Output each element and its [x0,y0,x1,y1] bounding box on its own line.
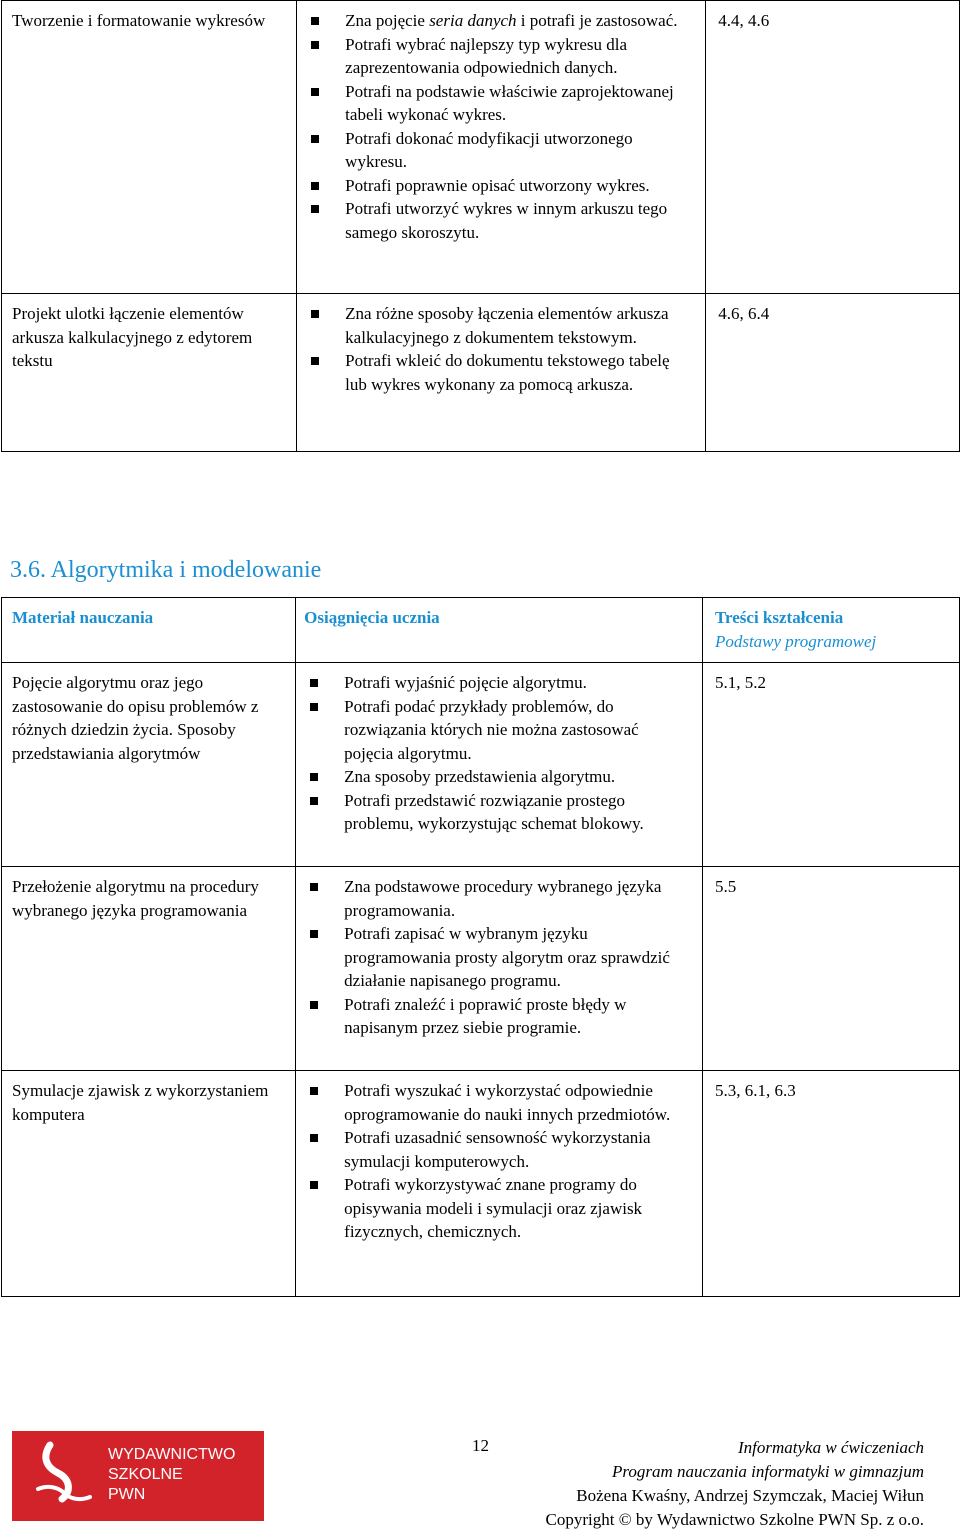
achievements-list [304,1079,692,1244]
bullet-square-icon [310,1001,318,1009]
table-row [2,1071,960,1297]
achievements-cell [296,867,703,1071]
list-item: Potrafi utworzyć wykres w innym arkuszu tego samego skoroszytu. [305,197,695,244]
bullet-square-icon [310,797,318,805]
material-cell: Tworzenie i formatowanie wykresów [2,1,297,294]
bullet-square-icon [310,773,318,781]
list-item: Potrafi dokonać modyfikacji utworzonego wykresu. [305,127,695,174]
bullet-square-icon [310,930,318,938]
publisher-logo-icon [28,1441,98,1511]
material-cell: Pojęcie algorytmu oraz jego zastosowanie do opisu problemów z różnych dziedzin życia. Sposoby przedstawiania algorytmów [2,663,296,867]
bullet-square-icon [310,703,318,711]
achievements-cell [296,1071,703,1297]
achievements-list [304,875,692,1040]
achievements-cell [296,663,703,867]
content-cell: 5.1, 5.2 [702,663,959,867]
logo-text: WYDAWNICTWO SZKOLNE PWN [108,1446,236,1503]
content-cell: 5.5 [702,867,959,1071]
page-number: 12 [472,1436,489,1455]
achievements-cell [297,1,706,294]
table-row [2,294,960,452]
bullet-square-icon [310,1087,318,1095]
bullet-square-icon [311,88,319,96]
footer-info [546,1436,924,1532]
curriculum-table [1,597,960,1297]
bullet-square-icon [311,17,319,25]
bullet-square-icon [311,135,319,143]
list-item: Potrafi przedstawić rozwiązanie prostego problemu, wykorzystując schemat blokowy. [304,789,692,836]
table-row [2,867,960,1071]
table-row [2,663,960,867]
list-item: Zna podstawowe procedury wybranego języka programowania. [304,875,692,922]
achievements-list [304,671,692,836]
bullet-square-icon [310,679,318,687]
table-header-row [2,598,960,663]
header-achievements: Osiągnięcia ucznia [296,598,703,663]
bullet-square-icon [311,205,319,213]
section-title: 3.6. Algorytmika i modelowanie [10,557,322,583]
bullet-square-icon [311,182,319,190]
header-material: Materiał nauczania [2,598,296,663]
list-item: Potrafi wybrać najlepszy typ wykresu dla zaprezentowania odpowiednich danych. [305,33,695,80]
list-item: Zna sposoby przedstawienia algorytmu. [304,765,692,789]
achievements-list [305,9,695,244]
list-item: Potrafi wyjaśnić pojęcie algorytmu. [304,671,692,695]
material-cell: Przełożenie algorytmu na procedury wybranego języka programowania [2,867,296,1071]
material-cell: Projekt ulotki łączenie elementów arkusza kalkulacyjnego z edytorem tekstu [2,294,297,452]
bullet-square-icon [310,1181,318,1189]
footer-subtitle: Program nauczania informatyki w gimnazjum [612,1462,924,1481]
table-row [2,1,960,294]
bullet-square-icon [311,41,319,49]
achievements-list [305,302,695,396]
list-item: Zna pojęcie seria danych i potrafi je zastosować. [305,9,695,33]
curriculum-table-continued [1,0,960,452]
publisher-logo [12,1431,264,1521]
list-item: Potrafi wyszukać i wykorzystać odpowiednie oprogramowanie do nauki innych przedmiotów. [304,1079,692,1126]
content-cell: 4.4, 4.6 [706,1,960,294]
list-item: Potrafi poprawnie opisać utworzony wykres. [305,174,695,198]
list-item: Potrafi wykorzystywać znane programy do opisywania modeli i symulacji oraz zjawisk fizycznych, chemicznych. [304,1173,692,1244]
footer-copyright: Copyright © by Wydawnictwo Szkolne PWN Sp. z o.o. [545,1510,924,1529]
content-cell: 5.3, 6.1, 6.3 [702,1071,959,1297]
bullet-square-icon [311,310,319,318]
header-content: Treści kształcenia Podstawy programowej [702,598,959,663]
material-cell: Symulacje zjawisk z wykorzystaniem komputera [2,1071,296,1297]
footer-title: Informatyka w ćwiczeniach [737,1438,924,1457]
footer-authors: Bożena Kwaśny, Andrzej Szymczak, Maciej Wiłun [576,1486,924,1505]
list-item: Zna różne sposoby łączenia elementów arkusza kalkulacyjnego z dokumentem tekstowym. [305,302,695,349]
list-item: Potrafi podać przykłady problemów, do rozwiązania których nie można zastosować pojęcia algorytmu. [304,695,692,766]
content-cell: 4.6, 6.4 [706,294,960,452]
list-item: Potrafi zapisać w wybranym języku programowania prosty algorytm oraz sprawdzić działanie napisanego programu. [304,922,692,993]
list-item: Potrafi znaleźć i poprawić proste błędy w napisanym przez siebie programie. [304,993,692,1040]
list-item: Potrafi na podstawie właściwie zaprojektowanej tabeli wykonać wykres. [305,80,695,127]
bullet-square-icon [311,357,319,365]
achievements-cell [297,294,706,452]
bullet-square-icon [310,883,318,891]
list-item: Potrafi wkleić do dokumentu tekstowego tabelę lub wykres wykonany za pomocą arkusza. [305,349,695,396]
list-item: Potrafi uzasadnić sensowność wykorzystania symulacji komputerowych. [304,1126,692,1173]
bullet-square-icon [310,1134,318,1142]
